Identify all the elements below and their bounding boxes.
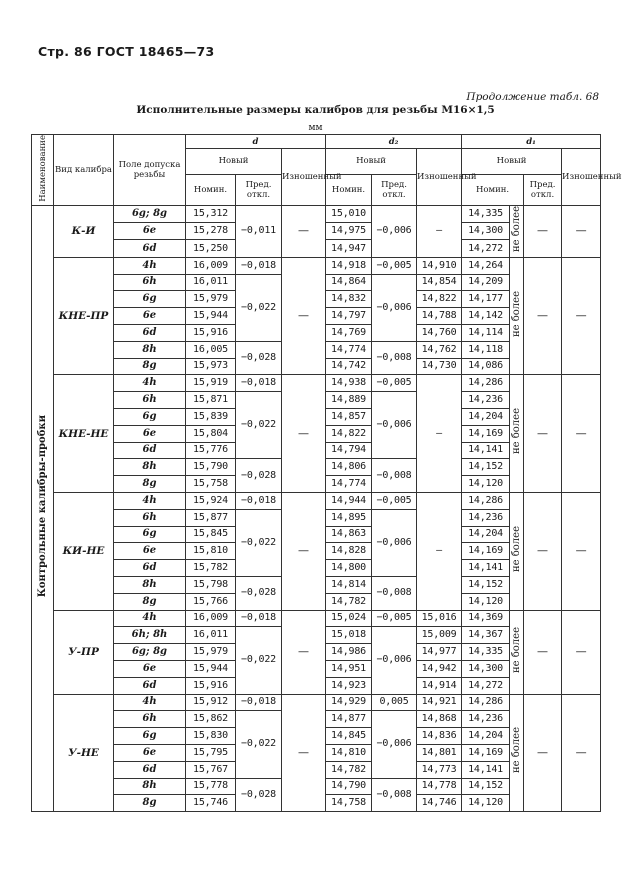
d1-nominal-cell: 14,369: [462, 610, 510, 627]
table-row: [32, 257, 601, 274]
d1-deviation-cell: —: [524, 694, 562, 812]
tolerance-field-cell: 6e: [114, 308, 186, 325]
d2-nominal-cell: 14,832: [326, 291, 372, 308]
d1-worn-cell: —: [562, 205, 601, 257]
d2-nominal-cell: 14,769: [326, 324, 372, 341]
d-deviation-cell: −0,022: [236, 627, 282, 694]
d-nominal-cell: 15,919: [186, 375, 236, 392]
tolerance-field-cell: 6e: [114, 660, 186, 677]
tolerance-field-cell: 6g; 8g: [114, 644, 186, 661]
d2-worn-cell: 15,016: [417, 610, 462, 627]
ne-bolee-cell: [510, 492, 524, 610]
d2-worn-cell: 14,977: [417, 644, 462, 661]
d1-nominal-cell: 14,236: [462, 711, 510, 728]
d2-nominal-cell: 14,929: [326, 694, 372, 711]
d1-deviation-cell: —: [524, 205, 562, 257]
d-nominal-cell: 15,912: [186, 694, 236, 711]
d2-nominal-cell: 14,742: [326, 358, 372, 375]
tolerance-field-cell: 6h: [114, 392, 186, 409]
header-pole-dopuska: Поле допуска резьбы: [114, 135, 186, 206]
d2-worn-cell: 14,801: [417, 744, 462, 761]
d1-worn-cell: —: [562, 492, 601, 610]
tolerance-field-cell: 8g: [114, 476, 186, 493]
d1-nominal-cell: 14,120: [462, 476, 510, 493]
ne-bolee-text: не более: [511, 205, 523, 252]
d2-nominal-cell: 14,810: [326, 744, 372, 761]
ne-bolee-cell: [510, 610, 524, 694]
d1-nominal-cell: 14,236: [462, 392, 510, 409]
table-body: [32, 205, 601, 811]
d2-worn-cell: —: [417, 205, 462, 257]
d1-nominal-cell: 14,300: [462, 223, 510, 240]
d1-nominal-cell: 14,120: [462, 795, 510, 812]
d2-worn-cell: 14,836: [417, 728, 462, 745]
d-nominal-cell: 15,944: [186, 308, 236, 325]
ne-bolee-cell: [510, 375, 524, 493]
tolerance-field-cell: 6e: [114, 543, 186, 560]
d1-nominal-cell: 14,169: [462, 425, 510, 442]
ne-bolee-text: не более: [511, 727, 523, 774]
ne-bolee-text: не более: [511, 525, 523, 572]
d2-deviation-cell: −0,005: [372, 375, 417, 392]
d2-worn-cell: —: [417, 492, 462, 610]
d1-nominal-cell: 14,177: [462, 291, 510, 308]
d-deviation-cell: −0,018: [236, 694, 282, 711]
d-nominal-cell: 15,804: [186, 425, 236, 442]
table-row: [32, 375, 601, 392]
d-nominal-cell: 15,798: [186, 576, 236, 593]
d1-nominal-cell: 14,335: [462, 644, 510, 661]
d1-nominal-cell: 14,286: [462, 375, 510, 392]
d1-worn-cell: —: [562, 694, 601, 812]
tolerance-field-cell: 6h: [114, 274, 186, 291]
d2-nominal-cell: 15,024: [326, 610, 372, 627]
d1-nominal-cell: 14,204: [462, 728, 510, 745]
d2-nominal-cell: 14,845: [326, 728, 372, 745]
d2-worn-cell: 14,762: [417, 341, 462, 358]
calibre-type-cell: У-НЕ: [54, 694, 114, 812]
d-nominal-cell: 16,011: [186, 274, 236, 291]
header-d2-worn: Изношенный: [417, 149, 462, 206]
tolerance-field-cell: 6e: [114, 744, 186, 761]
d2-nominal-cell: 14,790: [326, 778, 372, 795]
d2-nominal-cell: 14,857: [326, 408, 372, 425]
d1-nominal-cell: 14,152: [462, 576, 510, 593]
outer-category-text: Контрольные калибры-пробки: [36, 414, 48, 598]
d1-worn-cell: —: [562, 610, 601, 694]
d-nominal-cell: 15,924: [186, 492, 236, 509]
d-worn-cell: —: [282, 694, 326, 812]
d-nominal-cell: 15,767: [186, 761, 236, 778]
table-row: [32, 205, 601, 222]
d-nominal-cell: 15,877: [186, 509, 236, 526]
d2-worn-cell: 14,942: [417, 660, 462, 677]
d2-nominal-cell: 14,794: [326, 442, 372, 459]
header-d-new: Новый: [186, 149, 282, 175]
d2-nominal-cell: 14,758: [326, 795, 372, 812]
d-nominal-cell: 15,916: [186, 324, 236, 341]
tolerance-field-cell: 4h: [114, 375, 186, 392]
d2-nominal-cell: 14,806: [326, 459, 372, 476]
d1-nominal-cell: 14,152: [462, 778, 510, 795]
d2-nominal-cell: 14,774: [326, 341, 372, 358]
d2-nominal-cell: 14,864: [326, 274, 372, 291]
d1-nominal-cell: 14,204: [462, 526, 510, 543]
d1-worn-cell: —: [562, 375, 601, 493]
header-d2-pred: Пред. откл.: [372, 174, 417, 205]
ne-bolee-cell: [510, 694, 524, 812]
tolerance-field-cell: 8h: [114, 341, 186, 358]
d2-nominal-cell: 15,010: [326, 205, 372, 222]
d2-nominal-cell: 14,863: [326, 526, 372, 543]
d-nominal-cell: 15,278: [186, 223, 236, 240]
calibre-type-cell: КНЕ-ПР: [54, 257, 114, 375]
d1-nominal-cell: 14,335: [462, 205, 510, 222]
d1-nominal-cell: 14,114: [462, 324, 510, 341]
calibre-dimensions-table: [31, 134, 622, 812]
tolerance-field-cell: 6d: [114, 677, 186, 694]
d-nominal-cell: 15,973: [186, 358, 236, 375]
d1-nominal-cell: 14,118: [462, 341, 510, 358]
d-nominal-cell: 16,009: [186, 257, 236, 274]
header-d-nomin: Номин.: [186, 174, 236, 205]
d-nominal-cell: 16,011: [186, 627, 236, 644]
tolerance-field-cell: 8g: [114, 593, 186, 610]
tolerance-field-cell: 6d: [114, 560, 186, 577]
ne-bolee-cell: [510, 257, 524, 375]
header-d-pred: Пред. откл.: [236, 174, 282, 205]
d1-nominal-cell: 14,272: [462, 677, 510, 694]
tolerance-field-cell: 8g: [114, 795, 186, 812]
d2-deviation-cell: −0,008: [372, 459, 417, 493]
continuation-note: Продолжение табл. 68: [466, 91, 599, 103]
d-deviation-cell: −0,022: [236, 509, 282, 576]
d-nominal-cell: 15,778: [186, 778, 236, 795]
d2-nominal-cell: 14,797: [326, 308, 372, 325]
d2-deviation-cell: −0,005: [372, 610, 417, 627]
d2-worn-cell: 14,730: [417, 358, 462, 375]
d-deviation-cell: −0,028: [236, 778, 282, 812]
d2-nominal-cell: 14,774: [326, 476, 372, 493]
d2-nominal-cell: 14,877: [326, 711, 372, 728]
d-nominal-cell: 15,810: [186, 543, 236, 560]
d-nominal-cell: 16,005: [186, 341, 236, 358]
d2-worn-cell: 14,921: [417, 694, 462, 711]
tolerance-field-cell: 6d: [114, 324, 186, 341]
d1-deviation-cell: —: [524, 492, 562, 610]
header-d1-worn: Изношенный: [562, 149, 601, 206]
d-nominal-cell: 15,782: [186, 560, 236, 577]
d2-deviation-cell: −0,006: [372, 392, 417, 459]
page-header: Стр. 86 ГОСТ 18465—73: [38, 44, 215, 59]
d1-worn-cell: —: [562, 257, 601, 375]
ne-bolee-text: не более: [511, 408, 523, 455]
d-nominal-cell: 15,979: [186, 291, 236, 308]
calibre-type-cell: К-И: [54, 205, 114, 257]
d2-deviation-cell: −0,006: [372, 711, 417, 778]
d1-nominal-cell: 14,286: [462, 694, 510, 711]
tolerance-field-cell: 8h: [114, 778, 186, 795]
d-deviation-cell: −0,022: [236, 392, 282, 459]
tolerance-field-cell: 4h: [114, 694, 186, 711]
d-deviation-cell: −0,028: [236, 459, 282, 493]
header-d1-nomin: Номин.: [462, 174, 524, 205]
header-d: d: [186, 135, 326, 149]
d-nominal-cell: 15,830: [186, 728, 236, 745]
d-deviation-cell: −0,018: [236, 492, 282, 509]
ne-bolee-text: не более: [511, 290, 523, 337]
d1-nominal-cell: 14,086: [462, 358, 510, 375]
d1-nominal-cell: 14,120: [462, 593, 510, 610]
tolerance-field-cell: 6h: [114, 509, 186, 526]
d2-nominal-cell: 14,951: [326, 660, 372, 677]
d2-worn-cell: 14,778: [417, 778, 462, 795]
table-row: [32, 694, 601, 711]
d1-nominal-cell: 14,204: [462, 408, 510, 425]
ne-bolee-cell: [510, 205, 524, 257]
header-naimenovanie: Наименование: [32, 135, 54, 206]
d1-nominal-cell: 14,272: [462, 240, 510, 257]
d-nominal-cell: 15,862: [186, 711, 236, 728]
d2-deviation-cell: −0,008: [372, 341, 417, 375]
units-label: мм: [308, 123, 323, 133]
d-nominal-cell: 15,871: [186, 392, 236, 409]
d-worn-cell: —: [282, 375, 326, 493]
d2-deviation-cell: −0,005: [372, 492, 417, 509]
d-nominal-cell: 15,746: [186, 795, 236, 812]
tolerance-field-cell: 6d: [114, 442, 186, 459]
d1-nominal-cell: 14,152: [462, 459, 510, 476]
d2-nominal-cell: 14,889: [326, 392, 372, 409]
d-deviation-cell: −0,022: [236, 711, 282, 778]
d2-nominal-cell: 14,782: [326, 593, 372, 610]
header-vid-kalibra: Вид калибра: [54, 135, 114, 206]
d1-nominal-cell: 14,236: [462, 509, 510, 526]
header-d2-new: Новый: [326, 149, 417, 175]
d1-nominal-cell: 14,286: [462, 492, 510, 509]
d2-worn-cell: 14,788: [417, 308, 462, 325]
d2-worn-cell: 14,746: [417, 795, 462, 812]
calibre-type-cell: У-ПР: [54, 610, 114, 694]
d-nominal-cell: 15,839: [186, 408, 236, 425]
d2-worn-cell: 14,773: [417, 761, 462, 778]
d-deviation-cell: −0,018: [236, 375, 282, 392]
d-nominal-cell: 15,776: [186, 442, 236, 459]
d2-deviation-cell: −0,006: [372, 627, 417, 694]
d2-nominal-cell: 14,975: [326, 223, 372, 240]
d-deviation-cell: −0,018: [236, 257, 282, 274]
d2-worn-cell: 14,854: [417, 274, 462, 291]
d-nominal-cell: 15,916: [186, 677, 236, 694]
table-row: [32, 492, 601, 509]
d2-deviation-cell: 0,005: [372, 694, 417, 711]
tolerance-field-cell: 4h: [114, 257, 186, 274]
d-nominal-cell: 15,845: [186, 526, 236, 543]
calibre-type-cell: КИ-НЕ: [54, 492, 114, 610]
d2-worn-cell: 14,760: [417, 324, 462, 341]
d1-nominal-cell: 14,141: [462, 560, 510, 577]
tolerance-field-cell: 8h: [114, 459, 186, 476]
d-deviation-cell: −0,028: [236, 576, 282, 610]
d1-nominal-cell: 14,300: [462, 660, 510, 677]
d1-nominal-cell: 14,169: [462, 744, 510, 761]
calibre-type-cell: КНЕ-НЕ: [54, 375, 114, 493]
d-deviation-cell: −0,028: [236, 341, 282, 375]
tolerance-field-cell: 6d: [114, 240, 186, 257]
d2-deviation-cell: −0,005: [372, 257, 417, 274]
d-deviation-cell: −0,022: [236, 274, 282, 341]
header-d2: d₂: [326, 135, 462, 149]
d-deviation-cell: −0,018: [236, 610, 282, 627]
d2-nominal-cell: 14,895: [326, 509, 372, 526]
d-nominal-cell: 15,944: [186, 660, 236, 677]
d-worn-cell: —: [282, 492, 326, 610]
d-nominal-cell: 15,979: [186, 644, 236, 661]
header-d2-nomin: Номин.: [326, 174, 372, 205]
tolerance-field-cell: 6e: [114, 223, 186, 240]
d-worn-cell: —: [282, 205, 326, 257]
d2-nominal-cell: 14,944: [326, 492, 372, 509]
d2-worn-cell: 14,868: [417, 711, 462, 728]
d2-nominal-cell: 14,986: [326, 644, 372, 661]
outer-category-label: [32, 205, 54, 811]
d2-deviation-cell: −0,006: [372, 509, 417, 576]
tolerance-field-cell: 6h: [114, 711, 186, 728]
tolerance-field-cell: 4h: [114, 492, 186, 509]
tolerance-field-cell: 6g: [114, 291, 186, 308]
d1-deviation-cell: —: [524, 257, 562, 375]
d2-nominal-cell: 14,814: [326, 576, 372, 593]
d-nominal-cell: 15,758: [186, 476, 236, 493]
tolerance-field-cell: 6d: [114, 761, 186, 778]
tolerance-field-cell: 6g; 8g: [114, 205, 186, 222]
d1-nominal-cell: 14,264: [462, 257, 510, 274]
d2-nominal-cell: 15,018: [326, 627, 372, 644]
d1-nominal-cell: 14,142: [462, 308, 510, 325]
d-nominal-cell: 15,766: [186, 593, 236, 610]
d2-nominal-cell: 14,828: [326, 543, 372, 560]
header-d-worn: Изношенный: [282, 149, 326, 206]
d-deviation-cell: −0,011: [236, 205, 282, 257]
tolerance-field-cell: 8h: [114, 576, 186, 593]
d-nominal-cell: 15,250: [186, 240, 236, 257]
d-worn-cell: —: [282, 257, 326, 375]
d2-deviation-cell: −0,008: [372, 778, 417, 812]
d-nominal-cell: 15,790: [186, 459, 236, 476]
d2-worn-cell: 15,009: [417, 627, 462, 644]
tolerance-field-cell: 6g: [114, 408, 186, 425]
header-d1: d₁: [462, 135, 601, 149]
d2-nominal-cell: 14,822: [326, 425, 372, 442]
d2-worn-cell: 14,910: [417, 257, 462, 274]
d2-worn-cell: 14,914: [417, 677, 462, 694]
tolerance-field-cell: 6h; 8h: [114, 627, 186, 644]
d1-nominal-cell: 14,209: [462, 274, 510, 291]
d2-worn-cell: 14,822: [417, 291, 462, 308]
d1-nominal-cell: 14,367: [462, 627, 510, 644]
header-d1-new: Новый: [462, 149, 562, 175]
d2-deviation-cell: −0,006: [372, 274, 417, 341]
d2-worn-cell: —: [417, 375, 462, 493]
d1-deviation-cell: —: [524, 610, 562, 694]
d-nominal-cell: 16,009: [186, 610, 236, 627]
d1-deviation-cell: —: [524, 375, 562, 493]
d2-nominal-cell: 14,782: [326, 761, 372, 778]
d1-nominal-cell: 14,169: [462, 543, 510, 560]
d2-nominal-cell: 14,923: [326, 677, 372, 694]
table-title: Исполнительные размеры калибров для резьбы М16×1,5: [136, 104, 495, 116]
ne-bolee-text: не более: [511, 626, 523, 673]
d2-nominal-cell: 14,947: [326, 240, 372, 257]
d1-nominal-cell: 14,141: [462, 761, 510, 778]
d-nominal-cell: 15,795: [186, 744, 236, 761]
d2-nominal-cell: 14,938: [326, 375, 372, 392]
tolerance-field-cell: 4h: [114, 610, 186, 627]
d-worn-cell: —: [282, 610, 326, 694]
d2-deviation-cell: −0,008: [372, 576, 417, 610]
d-nominal-cell: 15,312: [186, 205, 236, 222]
d2-deviation-cell: −0,006: [372, 205, 417, 257]
tolerance-field-cell: 6g: [114, 526, 186, 543]
header-d1-pred: Пред. откл.: [524, 174, 562, 205]
tolerance-field-cell: 6g: [114, 728, 186, 745]
d1-nominal-cell: 14,141: [462, 442, 510, 459]
tolerance-field-cell: 6e: [114, 425, 186, 442]
tolerance-field-cell: 8g: [114, 358, 186, 375]
d2-nominal-cell: 14,918: [326, 257, 372, 274]
d2-nominal-cell: 14,800: [326, 560, 372, 577]
table-row: [32, 610, 601, 627]
